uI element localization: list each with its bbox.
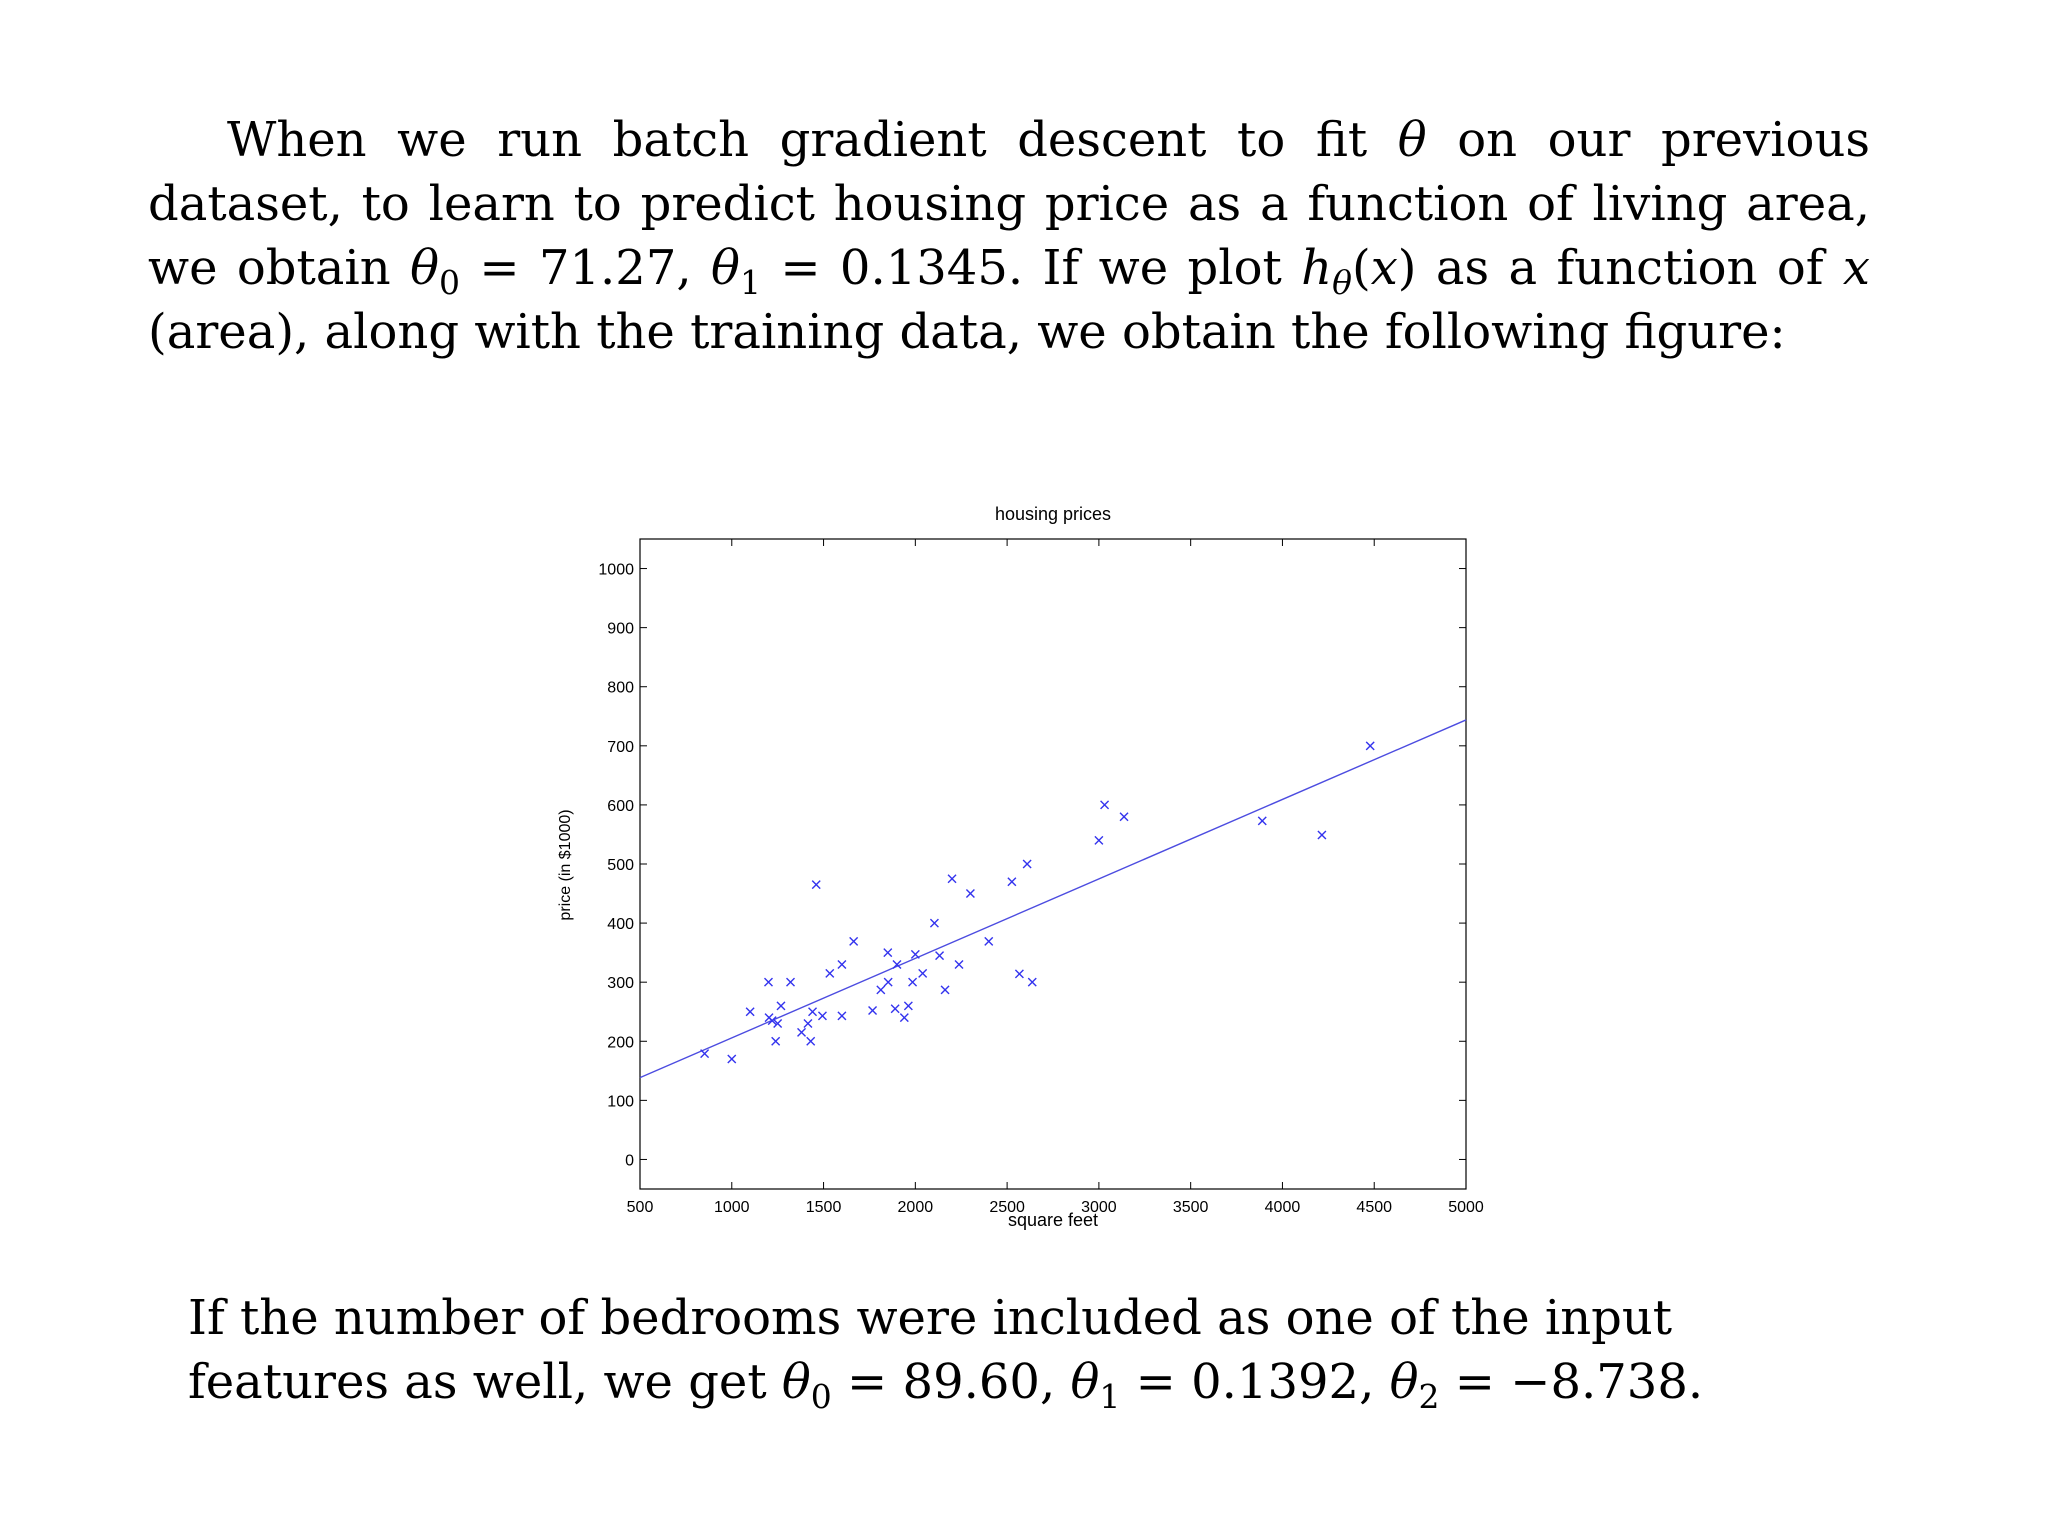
intro-paragraph <box>148 108 1870 364</box>
paren: ( <box>1351 240 1371 296</box>
data-point <box>1023 860 1031 868</box>
data-point <box>1120 813 1128 821</box>
x-tick-label: 3500 <box>1172 1199 1209 1216</box>
plot-frame <box>640 539 1466 1189</box>
housing-prices-chart <box>520 495 1520 1245</box>
followup-paragraph <box>188 1286 1868 1414</box>
data-point <box>904 1002 912 1010</box>
data-point <box>798 1028 806 1036</box>
y-tick-label: 600 <box>607 797 634 815</box>
data-point <box>772 1037 780 1045</box>
y-tick-label: 300 <box>607 975 634 993</box>
data-point <box>764 978 772 986</box>
fit-line-layer <box>640 720 1466 1078</box>
y-tick-label: 400 <box>607 916 634 934</box>
chart-axes <box>598 539 1483 1216</box>
y-tick-label: 1000 <box>598 561 634 579</box>
data-point <box>1028 978 1036 986</box>
data-point <box>701 1050 709 1058</box>
data-point <box>955 960 963 968</box>
data-point <box>1008 878 1016 886</box>
x-tick-label: 500 <box>626 1199 654 1216</box>
text-run: When we run batch gradient descent to fit <box>227 112 1398 168</box>
subscript: 2 <box>1418 1377 1440 1416</box>
data-point <box>777 1002 785 1010</box>
data-point <box>838 960 846 968</box>
data-point <box>948 875 956 883</box>
x-tick-label: 3000 <box>1081 1199 1117 1216</box>
text-run: If the number of bedrooms were included as one of the input features as well, we get <box>188 1290 1673 1410</box>
subscript: 0 <box>810 1377 832 1416</box>
data-point <box>884 949 892 957</box>
data-point <box>812 881 820 889</box>
data-point <box>877 986 885 994</box>
paren: ) <box>1397 240 1417 296</box>
y-axis-label: price (in $1000) <box>557 809 574 921</box>
data-point <box>746 1008 754 1016</box>
y-tick-label: 900 <box>607 620 634 638</box>
x-tick-label: 4000 <box>1264 1199 1301 1216</box>
subscript: 1 <box>1099 1377 1121 1416</box>
data-point <box>804 1020 812 1028</box>
theta0-symbol: θ <box>781 1354 811 1410</box>
theta2-symbol: θ <box>1389 1354 1419 1410</box>
theta1-symbol: θ <box>711 240 740 296</box>
text-run: (area), along with the training data, we obtain the following figure: <box>148 304 1786 360</box>
data-point <box>787 978 795 986</box>
data-point <box>818 1012 826 1020</box>
theta1-value: = 0.1392, <box>1120 1354 1390 1410</box>
data-point <box>850 937 858 945</box>
x-tick-label: 1500 <box>805 1199 842 1216</box>
theta-symbol: θ <box>1397 112 1427 168</box>
y-tick-label: 700 <box>607 738 634 756</box>
x-tick-label: 2000 <box>897 1199 934 1216</box>
data-point <box>826 969 834 977</box>
x-tick-label: 4500 <box>1356 1199 1393 1216</box>
chart-title: housing prices <box>994 504 1112 524</box>
theta0-value: = 71.27, <box>459 240 712 296</box>
x-tick-label: 2500 <box>989 1199 1025 1216</box>
data-point <box>966 890 974 898</box>
theta2-value: = −8.738. <box>1439 1354 1704 1410</box>
data-point <box>838 1012 846 1020</box>
subscript: θ <box>1332 263 1352 302</box>
data-point <box>930 919 938 927</box>
y-tick-label: 0 <box>625 1152 634 1170</box>
data-point <box>1015 970 1023 978</box>
x-symbol: x <box>1842 240 1870 296</box>
data-point <box>936 952 944 960</box>
y-tick-label: 100 <box>607 1093 634 1111</box>
text-run: on our previous dataset, to learn to predict housing price as a function of living area, we obtain <box>148 112 1870 296</box>
hypothesis-symbol: h <box>1301 240 1333 296</box>
data-point <box>1258 817 1266 825</box>
x-symbol: x <box>1370 240 1398 296</box>
data-point <box>809 1008 817 1016</box>
data-point <box>1318 831 1326 839</box>
theta1-value: = 0.1345. If we plot <box>760 240 1302 296</box>
data-points <box>701 742 1375 1063</box>
text-run: as a function of <box>1416 240 1843 296</box>
x-axis-label: square feet <box>1007 1210 1099 1230</box>
data-point <box>900 1014 908 1022</box>
data-point <box>869 1007 877 1015</box>
data-point <box>884 978 892 986</box>
data-point <box>891 1005 899 1013</box>
y-tick-label: 500 <box>607 857 634 874</box>
y-tick-label: 800 <box>607 679 634 697</box>
data-point <box>807 1037 815 1045</box>
data-point <box>941 986 949 994</box>
theta0-symbol: θ <box>410 240 439 296</box>
theta0-value: = 89.60, <box>831 1354 1071 1410</box>
data-point <box>1095 836 1103 844</box>
data-point <box>985 937 993 945</box>
subscript: 0 <box>438 263 460 302</box>
data-point <box>1366 742 1374 750</box>
data-point <box>909 978 917 986</box>
data-point <box>911 950 919 958</box>
data-point <box>1101 801 1109 809</box>
theta1-symbol: θ <box>1070 1354 1100 1410</box>
x-tick-label: 5000 <box>1448 1199 1484 1216</box>
data-point <box>919 969 927 977</box>
y-tick-label: 200 <box>607 1034 634 1052</box>
x-tick-label: 1000 <box>713 1199 750 1216</box>
data-point <box>728 1055 736 1063</box>
fit-line <box>640 720 1466 1078</box>
subscript: 1 <box>739 263 761 302</box>
